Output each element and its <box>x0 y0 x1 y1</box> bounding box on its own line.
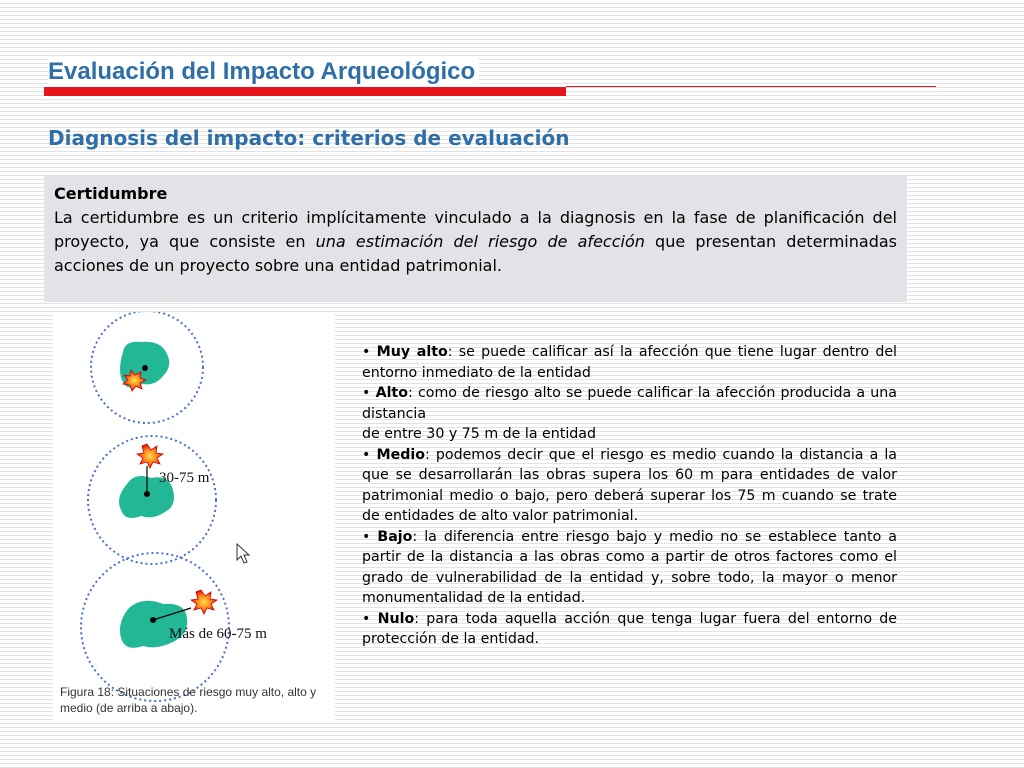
impact-burst-middle <box>137 444 163 468</box>
criterion-text: : se puede calificar así la afección que tiene lugar dentro del entorno inmediato de la entidad <box>362 344 898 381</box>
criterion-item <box>362 383 897 424</box>
certidumbre-text <box>54 206 897 278</box>
slide-title: Evaluación del Impacto Arqueológico <box>48 58 479 86</box>
scenario-muy-alto <box>91 312 203 423</box>
criterion-term: Alto <box>375 385 408 401</box>
slide-subtitle: Diagnosis del impacto: criterios de evaluación <box>48 126 570 150</box>
criterion-item <box>362 445 897 527</box>
title-underline-bar <box>44 87 566 96</box>
scenario-medio <box>81 553 267 701</box>
title-underline-rule <box>566 86 936 87</box>
risk-figure <box>53 312 335 722</box>
bullet-marker: • <box>362 528 371 545</box>
bullet-marker: • <box>362 344 371 360</box>
criterion-term: Nulo <box>377 610 415 627</box>
criterion-text: : podemos decir que el riesgo es medio cuando la distancia a la que se desarrollarán las obras supera los 60 m para entidades de valor patrimonial medio o bajo, pero deberá superar los 75 m cuando se trate de entidades de alto valor patrimonial. <box>362 446 897 524</box>
risk-diagram <box>53 312 335 722</box>
bullet-marker: • <box>362 446 371 463</box>
figure-caption: Figura 18: Situaciones de riesgo muy alto, alto y medio (de arriba a abajo). <box>60 685 317 715</box>
certidumbre-text-start: La certidumbre es un criterio implícitamente vinculado a la diagnosis en la fase de planificación del proyecto, ya que consiste en <box>54 208 897 251</box>
criterion-item <box>362 609 897 650</box>
criterion-text: : como de riesgo alto se puede calificar la afección producida a una distancia <box>362 385 897 422</box>
scenario-alto <box>88 436 216 564</box>
bullet-marker: • <box>362 610 371 627</box>
criterion-term: Medio <box>376 446 425 463</box>
bullet-marker: • <box>362 385 371 401</box>
criterion-text: : la diferencia entre riesgo bajo y medio no se establece tanto a partir de la distancia a las obras como a partir de otros factores como el grado de vulnerabilidad de la entidad y, sobre todo, la mayor o menor monumentalidad de la entidad. <box>362 528 898 606</box>
site-point-top <box>142 365 148 371</box>
distance-label-middle: 30-75 m <box>159 470 210 486</box>
criterion-item <box>362 342 897 383</box>
cursor-icon <box>237 544 249 563</box>
criterion-continuation <box>362 424 897 445</box>
distance-label-bottom: Más de 60-75 m <box>169 626 267 642</box>
certidumbre-box <box>44 176 907 302</box>
criterion-item <box>362 527 897 609</box>
impact-burst-bottom <box>191 590 217 614</box>
certidumbre-text-emphasis: una estimación del riesgo de afección <box>315 232 645 251</box>
criterion-text: de entre 30 y 75 m de la entidad <box>362 426 596 442</box>
criteria-list <box>362 342 897 650</box>
criterion-text: : para toda aquella acción que tenga lugar fuera del entorno de protección de la entidad. <box>362 610 897 647</box>
criterion-term: Muy alto <box>376 344 448 360</box>
certidumbre-text-end: que presentan determinadas acciones de un proyecto sobre una entidad patrimonial. <box>54 232 897 275</box>
criterion-term: Bajo <box>377 528 413 545</box>
certidumbre-heading: Certidumbre <box>54 184 168 203</box>
